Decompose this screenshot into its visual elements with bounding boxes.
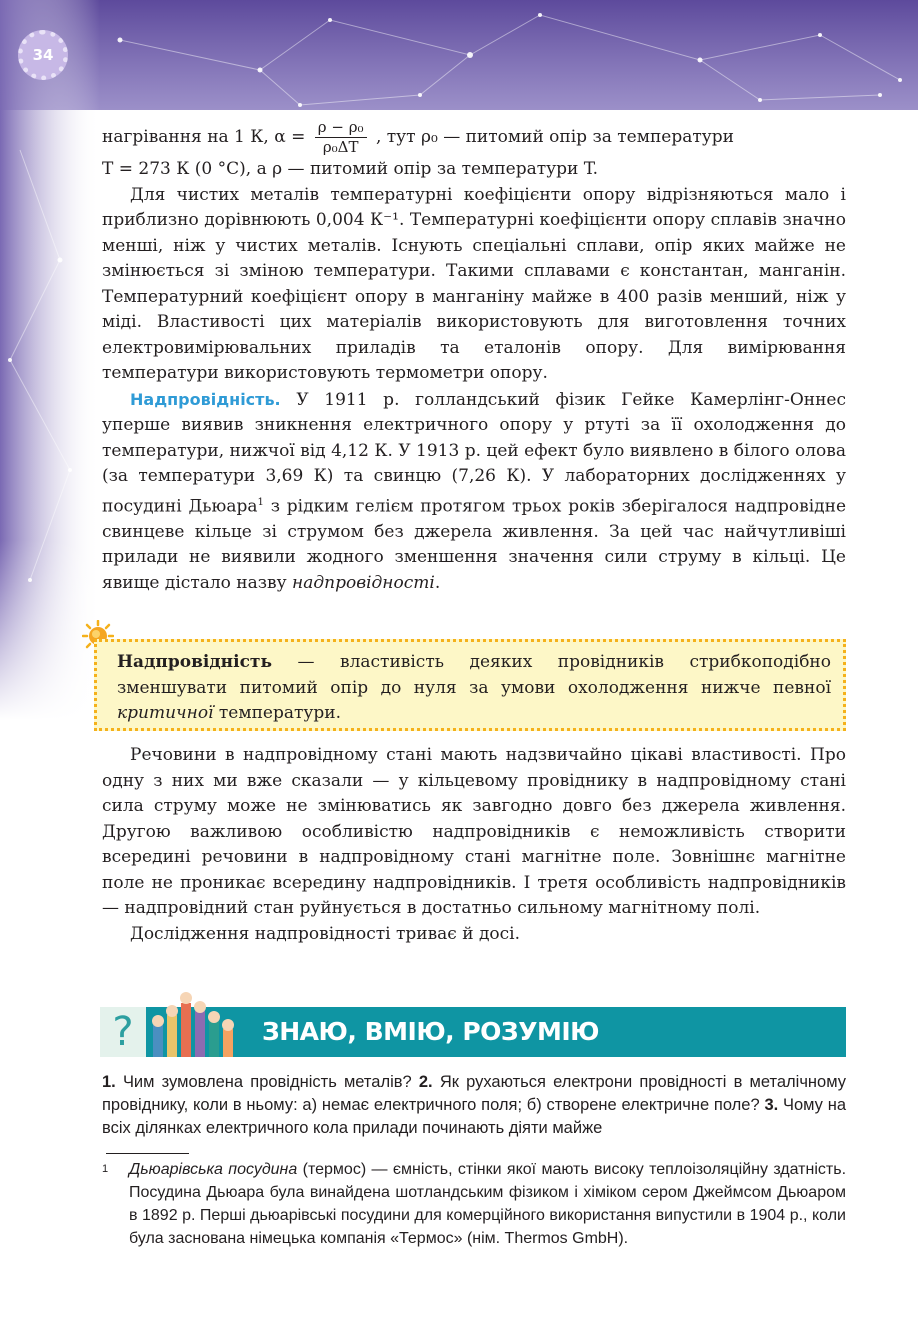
main-text-continued <box>102 743 846 947</box>
definition-text <box>117 650 831 727</box>
page-number-badge <box>18 30 68 80</box>
term-superconductivity: надпровідності <box>292 572 435 593</box>
section-title: ЗНАЮ, ВМІЮ, РОЗУМІЮ <box>262 1017 599 1046</box>
footnote-body: (термос) — ємність, стінки якої мають високу теплоізоляційну здатність. Посудина Дьюара була винайдена шотландським фізиком і хіміком сером Джеймсом Дьюаром в 1892 р. Перші дьюарівські посудини для комерційного використання випустили в 1904 р., коли була заснована німецька компанія «Термос» (нім. Thermos GmbH). <box>129 1161 847 1247</box>
footnote-ref[interactable]: 1 <box>257 496 264 508</box>
paragraph-research-text: Дослідження надпровідності триває й досі. <box>130 923 521 944</box>
footnote-divider <box>106 1153 189 1154</box>
definition-body-b: температури. <box>218 703 342 723</box>
paragraph-sc-text-a: У 1911 р. голландський фізик Гейке Камерлінг-Оннес уперше виявив зникнення електричного опору у ртуті за її охолодження до температури, нижчої від 4,12 К. У 1913 р. цей ефект було виявлено в білого олова (за температури 3,69 К) та свинцю (7,26 К). У лабораторних дослідженнях у посудині Дьюара <box>102 389 847 517</box>
footnote <box>102 1158 846 1250</box>
paragraph-properties <box>102 743 846 922</box>
question-2: Як рухаються електрони провідності в металічному провіднику, коли в ньому: а) немає електричного поля; б) створене електричне поле? <box>102 1073 846 1114</box>
section-heading-superconductivity: Надпровідність. <box>130 389 281 409</box>
paragraph-research <box>102 922 846 948</box>
raised-hands-icon <box>145 985 245 1057</box>
question-3-number: 3. <box>764 1096 779 1114</box>
question-mark-icon <box>100 1007 146 1057</box>
paragraph-alloys-text: Для чистих металів температурні коефіцієнти опору відрізняються мало і приблизно дорівнюють 0,004 К⁻¹. Температурні коефіцієнти опору сплавів значно менші, ніж у чистих металів. Існують спеціальні сплави, опір яких майже не змінюється зі зміною температури. Такими сплавами є константан, манганін. Температурний коефіцієнт опору в манганіну майже в 400 разів менший, ніж у міді. Властивості цих матеріалів використовують для виготовлення точних електровимірювальних приладів та еталонів опору. Для вимірювання температури використовують термометри опору. <box>102 184 846 383</box>
question-2-number: 2. <box>418 1073 433 1091</box>
formula-numerator: ρ − ρ₀ <box>315 118 367 138</box>
paragraph-superconductivity <box>102 387 846 597</box>
page-number: 34 <box>32 46 54 64</box>
question-1: Чим зумовлена провідність металів? <box>122 1073 412 1091</box>
definition-italic: критичної <box>117 703 214 723</box>
paragraph-properties-text: Речовини в надпровідному стані мають надзвичайно цікаві властивості. Про одну з них ми вже сказали — у кільцевому провіднику в надпровідному стані сила струму може не змінюватись як завгодно довго без джерела живлення. Другою важливою особливістю надпровідників є неможливість створити всередині речовини в надпровідному стані магнітне поле. Зовнішнє магнітне поле не проникає всередину надпровідників. І третя особливість надпровідників — надпровідний стан руйнується в достатньо сильному магнітному полі. <box>102 745 846 918</box>
paragraph-sc-text-b: з рідким гелієм протягом трьох років зберігалося надпровідне свинцеве кільце зі струмом без джерела живлення. За цей час найчутливіші прилади не виявили жодного зменшення значення сили струму в кільці. Це явище дістало назву <box>102 496 847 593</box>
paragraph-alloys <box>102 183 846 387</box>
formula-lead-text: нагрівання на 1 К, α = <box>102 127 306 147</box>
paragraph-sc-end: . <box>434 572 441 593</box>
footnote-term: Дьюарівська посудина <box>129 1161 298 1178</box>
formula-denominator: ρ₀ΔT <box>322 138 359 156</box>
footnote-mark: 1 <box>102 1163 109 1175</box>
definition-body-a: — властивість деяких провідників стрибкоподібно зменшувати питомий опір до нуля за умови охолодження нижче певної <box>117 652 832 698</box>
question-1-number: 1. <box>102 1073 116 1091</box>
questions-list <box>102 1071 846 1140</box>
definition-box <box>94 639 846 731</box>
footnote-text <box>129 1158 846 1250</box>
paragraph-formula <box>102 118 846 157</box>
paragraph-formula-line2: T = 273 К (0 °С), а ρ — питомий опір за температури T. <box>102 159 598 179</box>
formula-trail-text: , тут ρ₀ — питомий опір за температури <box>375 127 734 147</box>
definition-term: Надпровідність <box>117 652 273 672</box>
question-mark-glyph: ? <box>112 1009 134 1055</box>
main-text <box>102 118 846 596</box>
alpha-formula <box>315 118 367 157</box>
question-3: Чому на всіх ділянках електричного кола прилади починають діяти майже <box>102 1096 846 1137</box>
